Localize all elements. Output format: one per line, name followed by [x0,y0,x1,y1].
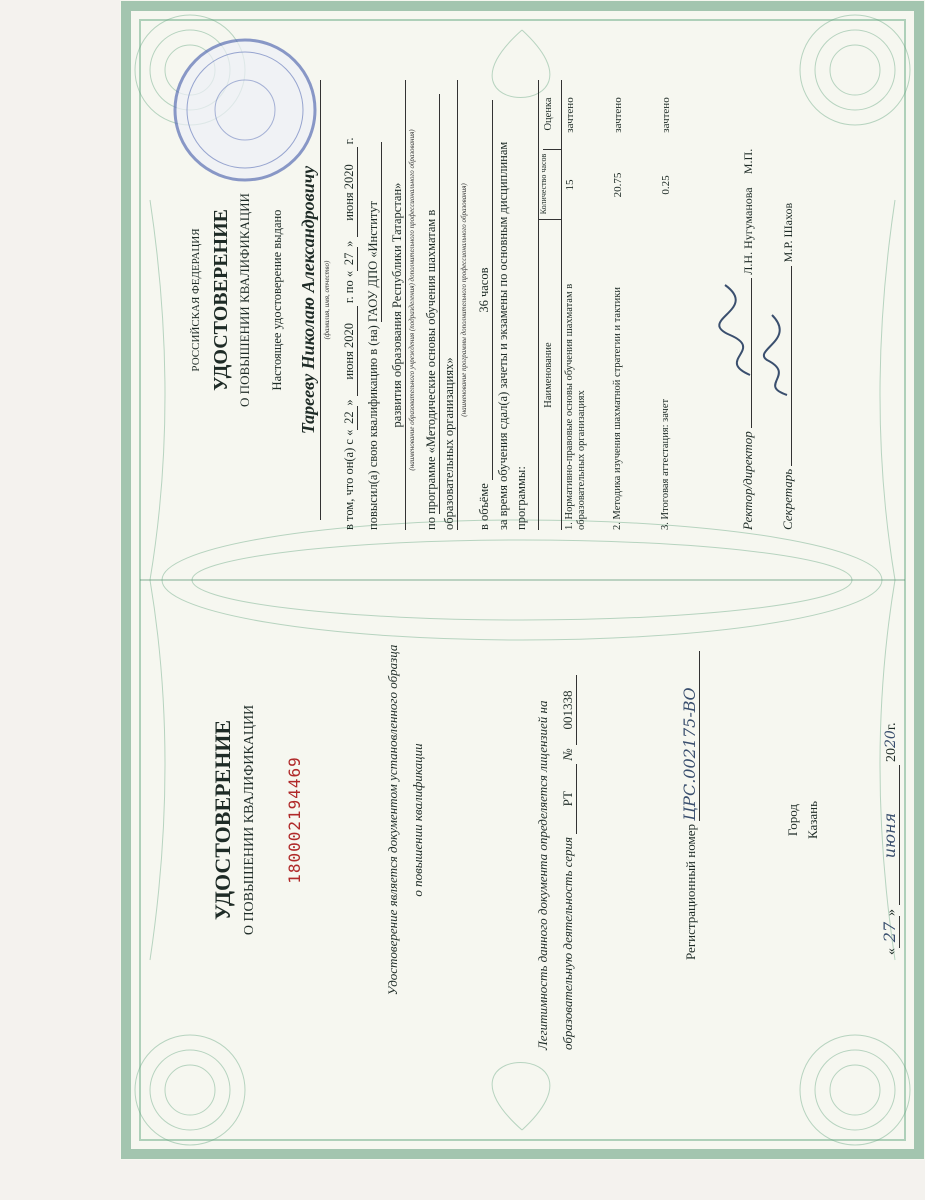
license-line-2 [560,675,577,1050]
row-grade: зачтено [660,97,672,133]
row-name: 2. Методика изучения шахматной стратегии и тактики [612,287,623,530]
license-no-label: № [560,748,575,761]
date-month: июня [880,766,900,906]
institution-2: развития образования Республики Татарстан» [390,80,406,530]
institution-caption: (наименование образовательного учреждения (подразделения) дополнительного профессионального образования) [408,129,416,471]
table-header-name: Наименование [543,342,554,408]
period-from-month: июня 2020 [342,306,358,396]
period-from-day: 22 [342,406,358,430]
date-year-end: г. [884,722,899,731]
certificate-spread [120,0,925,1160]
volume-value: 36 часов [477,100,493,480]
date-open-quote: « [884,948,899,955]
date-day: 27 [880,916,900,948]
table-row [660,80,684,530]
issued-to: Настоящее удостоверение выдано [270,209,284,391]
study-period [342,138,358,530]
program-prefix: по [424,517,438,530]
row-name: 1. Нормативно-правовые основы обучения шахматам в образовательных организациях [564,283,587,530]
reg-number-row [680,651,700,960]
period-quote-2: » [342,240,356,247]
exams-line-1: за время обучения сдал(а) зачеты и экзамены по основным дисциплинам [496,141,510,530]
program-2: образовательных организациях» [442,80,458,530]
left-title: УДОСТОВЕРЕНИЕ [210,719,235,921]
country: РОССИЙСКАЯ ФЕДЕРАЦИЯ [190,228,202,372]
secretary-name: М.Р. Шахов [781,202,795,263]
row-name: 3. Итоговая аттестация: зачет [660,398,671,530]
volume-prefix: в объёме [477,483,491,530]
period-to-month: июня 2020 [342,148,358,238]
date-year-suffix: 20 [883,730,899,748]
seal-mark: М.П. [741,148,755,175]
rector-name: Л.Н. Нугуманова [741,187,755,275]
license-line-1: Легитимность данного документа определяется лицензией на [535,700,550,1050]
institution-1: ГАОУ ДПО «Институт [366,142,382,322]
volume-line [477,100,493,530]
program-line [424,94,440,530]
date-close-quote: » [884,909,899,916]
reg-number: ЦРС.002175-ВО [680,651,700,821]
standard-line-2: о повышении квалификации [410,743,425,897]
period-prefix: в том, что он(а) с « [342,429,356,530]
left-subtitle: О ПОВЫШЕНИИ КВАЛИФИКАЦИИ [242,704,257,936]
program-1: программе «Методические основы обучения шахматам в [424,94,440,514]
city-name: Казань [805,800,820,840]
secretary-label: Секретарь [780,468,795,530]
license-prefix: образовательную деятельность серия [560,836,575,1050]
table-row [612,80,652,530]
right-subtitle: О ПОВЫШЕНИИ КВАЛИФИКАЦИИ [237,193,252,407]
recipient-caption: (фамилия, имя, отчество) [323,260,331,340]
license-number: 001338 [560,675,577,745]
standard-line-1: Удостоверение является документом установленного образца [385,644,400,996]
row-hours: 15 [564,179,576,191]
exams-line-2: программы: [514,466,528,530]
city-label: Город [785,803,800,837]
table-row [564,80,604,530]
row-grade: зачтено [564,97,576,133]
issue-date [880,723,900,956]
certificate-number: 180002194469 [285,756,304,884]
table-header-hours: Количество часов [539,149,561,220]
secretary-signature [752,310,802,400]
recipient-name: Тарееву Николаю Александровичу [298,165,318,435]
period-to-day: 27 [342,247,358,271]
rector-label: Ректор/директор [740,431,755,530]
date-year-prefix: 20 [884,748,899,762]
program-caption: (наименование программы дополнительного профессионального образования) [460,183,468,417]
qual-text: повысил(а) свою квалификацию в (на) [366,325,380,530]
period-suffix: г. [342,137,356,145]
right-title: УДОСТОВЕРЕНИЕ [210,209,232,391]
row-hours: 0.25 [660,175,672,195]
disciplines-table [538,80,708,530]
period-mid: г. по « [342,270,356,304]
row-grade: зачтено [612,97,624,133]
qualification-line [366,142,382,530]
table-header-grade: Оценка [543,79,561,150]
period-quote-1: » [342,399,356,406]
reg-label: Регистрационный номер [683,824,698,960]
row-hours: 20.75 [612,172,624,198]
license-series: РТ [560,764,577,834]
